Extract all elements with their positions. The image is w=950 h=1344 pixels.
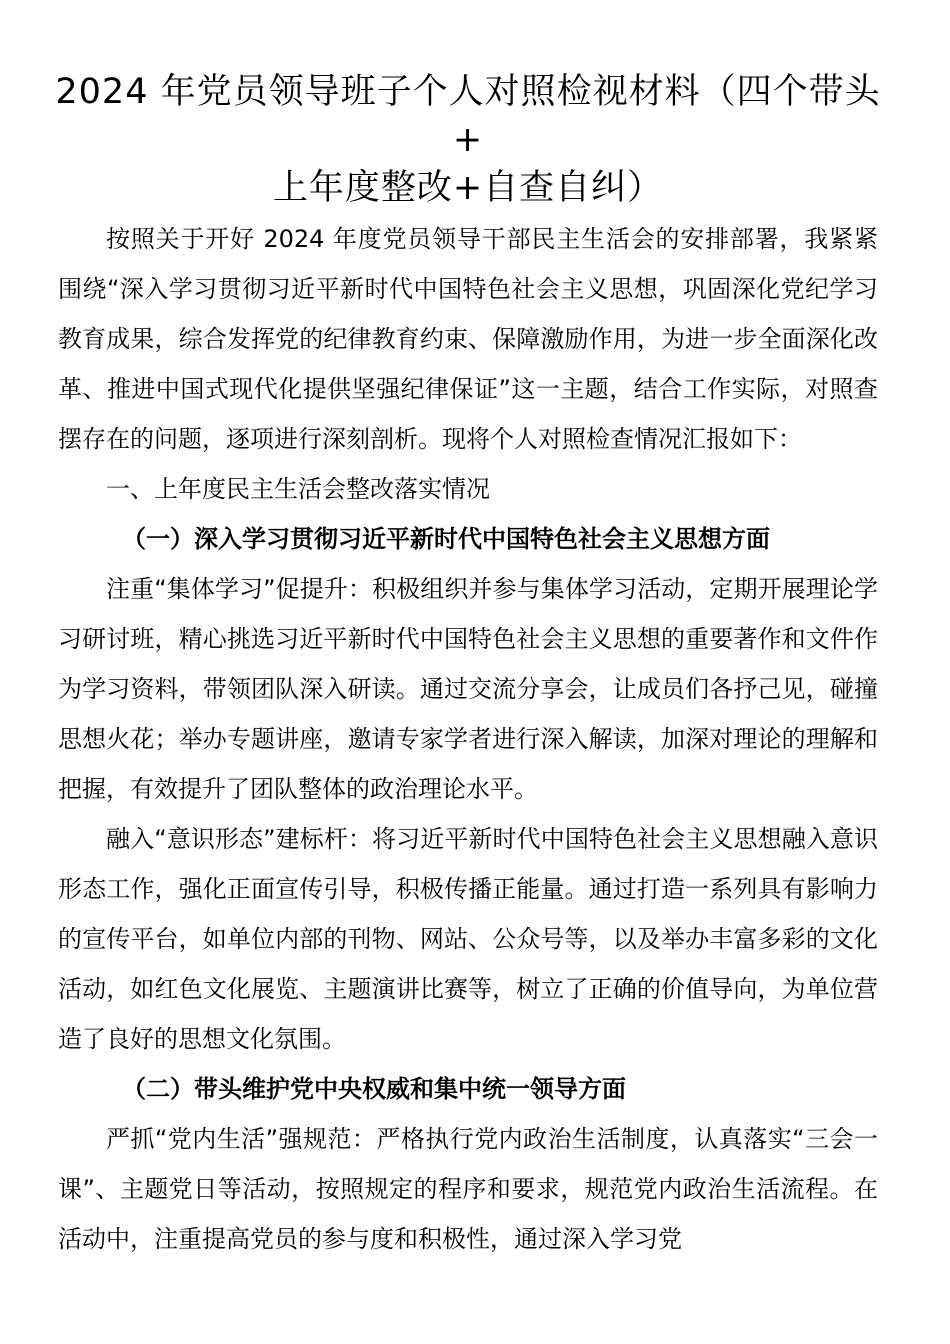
paragraph-ideology: 融入“意识形态”建标杆：将习近平新时代中国特色社会主义思想融入意识形态工作，强化正面宣传引导，积极传播正能量。通过打造一系列具有影响力的宣传平台，如单位内部的刊物、网站、公众号等，以及举办丰富多彩的文化活动，如红色文化展览、主题演讲比赛等，树立了正确的价值导向，为单位营造了良好的思想文化氛围。 (58, 825, 878, 1053)
document-title (50, 68, 886, 212)
document-page (55, 68, 881, 1264)
paragraph-party-life: 严抓“党内生活”强规范：严格执行党内政治生活制度，认真落实“三会一课”、主题党日等活动，按照规定的程序和要求，规范党内政治生活流程。在活动中，注重提高党员的参与度和积极性，通过深入学习党 (58, 1125, 878, 1253)
paragraph-collective-study: 注重“集体学习”促提升：积极组织并参与集体学习活动，定期开展理论学习研讨班，精心挑选习近平新时代中国特色社会主义思想的重要著作和文件作为学习资料，带领团队深入研读。通过交流分享会，让成员们各抒己见，碰撞思想火花；举办专题讲座，邀请专家学者进行深入解读，加深对理论的理解和把握，有效提升了团队整体的政治理论水平。 (58, 575, 878, 803)
subsection-heading-1: （一）深入学习贯彻习近平新时代中国特色社会主义思想方面 (122, 525, 770, 553)
title-line-1: 2024 年党员领导班子个人对照检视材料（四个带头+ (55, 72, 881, 160)
intro-paragraph: 按照关于开好 2024 年度党员领导干部民主生活会的安排部署，我紧紧围绕“深入学习贯彻习近平新时代中国特色社会主义思想，巩固深化党纪学习教育成果，综合发挥党的纪律教育约束、保障激励作用，为进一步全面深化改革、推进中国式现代化提供坚强纪律保证”这一主题，结合工作实际，对照查摆存在的问题，逐项进行深刻剖析。现将个人对照检查情况汇报如下： (58, 225, 878, 453)
title-line-2: 上年度整改+自查自纠） (272, 168, 664, 208)
subsection-heading-2: （二）带头维护党中央权威和集中统一领导方面 (122, 1075, 626, 1103)
section-heading-1: 一、上年度民主生活会整改落实情况 (106, 475, 490, 503)
